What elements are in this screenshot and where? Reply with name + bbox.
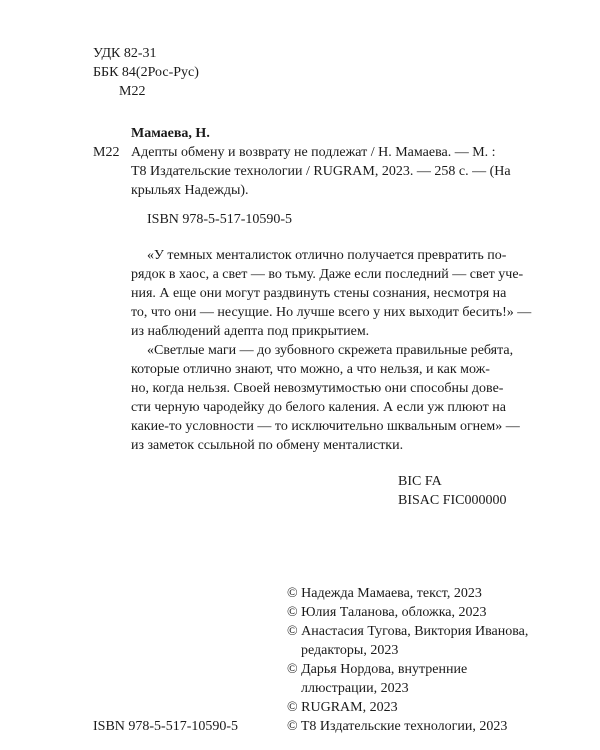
author-heading: Мамаева, Н.: [131, 126, 210, 141]
udk-code: УДК 82-31: [93, 46, 157, 61]
annotation-line: которые отлично знают, что можно, а что нельзя, и как мож-: [131, 362, 490, 377]
annotation-line: из наблюдений адепта под прикрытием.: [131, 324, 370, 339]
bbk-code: ББК 84(2Рос-Рус): [93, 65, 199, 80]
annotation-line: рядок в хаос, а свет — во тьму. Даже если последний — свет уче-: [131, 267, 524, 282]
annotation-line: сти черную чародейку до белого каления. А если уж плюют на: [131, 400, 506, 415]
catalog-line: T8 Издательские технологии / RUGRAM, 2023. — 258 с. — (На: [131, 164, 511, 179]
bic-code: BIC FA: [398, 474, 442, 489]
annotation-line: ния. А еще они могут раздвинуть стены сознания, несмотря на: [131, 286, 507, 301]
copyright-line: © Юлия Таланова, обложка, 2023: [287, 605, 487, 620]
annotation-line: «Светлые маги — до зубовного скрежета правильные ребята,: [147, 343, 514, 358]
bisac-code: BISAC FIC000000: [398, 493, 507, 508]
annotation-line: «У темных менталисток отлично получается превратить по-: [147, 248, 507, 263]
copyright-line: редакторы, 2023: [301, 643, 399, 658]
copyright-line: © Дарья Нордова, внутренние: [287, 662, 468, 677]
copyright-line: ллюстрации, 2023: [301, 681, 409, 696]
isbn-bottom: ISBN 978-5-517-10590-5: [93, 719, 239, 734]
copyright-line: © Анастасия Тугова, Виктория Иванова,: [287, 624, 529, 639]
annotation-line: какие-то условности — то исключительно шквальным огнем» —: [131, 419, 520, 434]
annotation-line: из заметок ссыльной по обмену менталистки.: [131, 438, 404, 453]
copyright-line: © T8 Издательские технологии, 2023: [287, 719, 508, 734]
annotation-line: но, когда нельзя. Своей невозмутимостью они способны дове-: [131, 381, 504, 396]
annotation-line: то, что они — несущие. Но лучше всего у них выходит бесить!» —: [131, 305, 532, 320]
catalog-line: крыльях Надежды).: [131, 183, 249, 198]
isbn-catalog: ISBN 978-5-517-10590-5: [147, 212, 293, 227]
copyright-line: © RUGRAM, 2023: [287, 700, 398, 715]
catalog-code: М22: [93, 145, 120, 160]
catalog-line: Адепты обмену и возврату не подлежат / Н. Мамаева. — М. :: [131, 145, 496, 160]
copyright-line: © Надежда Мамаева, текст, 2023: [287, 586, 482, 601]
author-mark: М22: [119, 84, 146, 99]
